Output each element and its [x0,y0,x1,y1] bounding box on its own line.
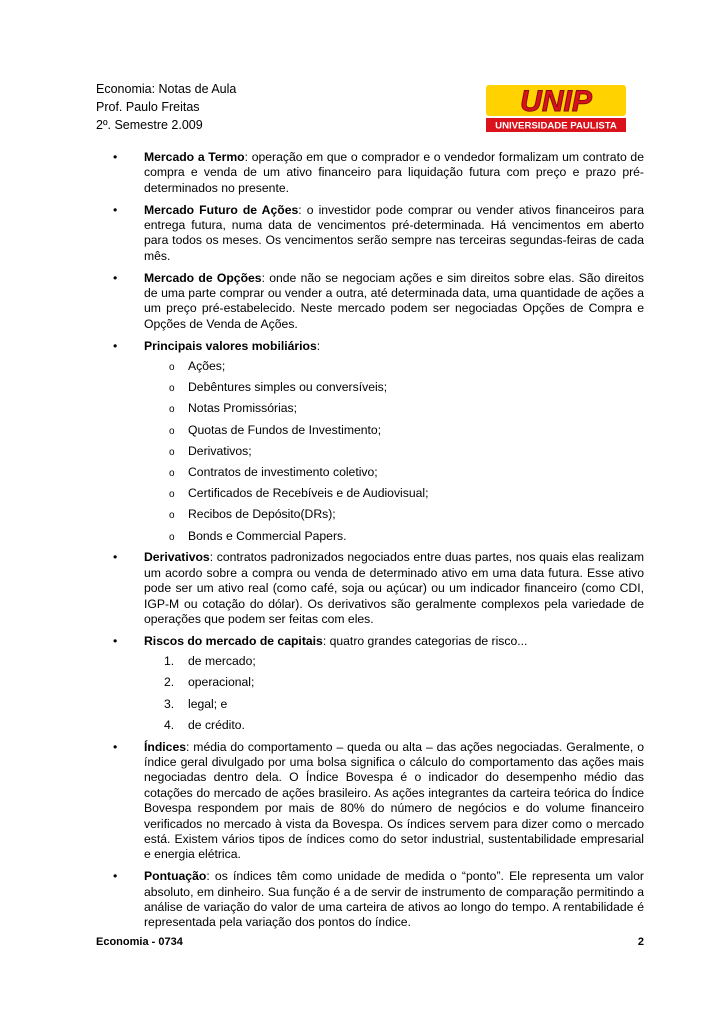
list-item: o Derivativos; [169,443,252,458]
list-item: o Notas Promissórias; [169,401,298,416]
notes-body [113,150,644,937]
list-item: o Debêntures simples ou conversíveis; [169,380,388,395]
list-item: 4. de crédito. [164,717,245,732]
bullet-icon: • [113,150,118,164]
bullet-icon: • [113,739,118,754]
bullet-icon: • [113,869,118,884]
bullet-derivativos: • Derivativos: contratos padronizados negociados entre duas partes, nos quais elas realizam um acordo sobre a compra ou venda de determinado ativo em uma data futura. Esse ativo pode ser um ativo real (como café, soja ou açúcar) ou um indicador financeiro (como CDI, IGP-M ou cotação do dólar). Os derivativos são geralmente complexos pela variedade de operações que podem ser feitas com eles. [113,550,644,626]
list-item: 1. de mercado; [164,654,256,669]
footer-course-code: Economia - 0734 [96,936,183,948]
list-item: 2. operacional; [164,675,255,690]
header-course: Economia: Notas de Aula [96,82,237,96]
bullet-valores-mobiliarios: • Principais valores mobiliários: o Ações; o Debêntures simples ou conversíveis; o Notas Promissórias; o Quotas de Fundos de Investimento; o Derivativos; o Contratos de investimento coletivo; o Certificados de Recebíveis e de Audiovisual; o Recibos de Depósito(DRs); o Bonds e Commercial Papers. [113,339,644,544]
list-item: o Quotas de Fundos de Investimento; [169,422,382,437]
valores-list [144,359,644,544]
bullet-icon: • [113,270,118,285]
riscos-list [144,654,644,733]
bullet-icon: • [113,202,118,217]
bullet-riscos: • Riscos do mercado de capitais: quatro grandes categorias de risco... 1. de mercado; 2. operacional; 3. legal; e 4. de crédito. [113,634,644,733]
list-item: o Recibos de Depósito(DRs); [169,507,336,522]
page-header [96,80,236,134]
list-item: o Bonds e Commercial Papers. [169,528,347,543]
bullet-pontuacao: • Pontuação: os índices têm como unidade de medida o “ponto”. Ele representa um valor absoluto, em dinheiro. Sua função é a de servir de instrumento de comparação permitindo a análise de variação do valor de uma carteira de ativos ao longo do tempo. A rentabilidade é representada pela variação dos pontos do índice. [113,869,644,930]
svg-text:UNIP: UNIP [520,85,592,118]
header-semester: 2º. Semestre 2.009 [96,118,203,132]
bullet-mercado-termo: • Mercado a Termo: operação em que o comprador e o vendedor formalizam um contrato de compra e venda de um ativo financeiro para liquidação futura com preço e prazo pré-determinados no presente. [113,150,644,195]
unip-logo [484,82,628,134]
bullet-indices: • Índices: média do comportamento – queda ou alta – das ações negociadas. Geralmente, o índice geral divulgado por uma bolsa significa o cálculo do comportamento das ações mais negociadas dentro dela. O Índice Bovespa é o indicador do desempenho médio das cotações do mercado de ações brasileiro. As ações integrantes da carteira teórica do Índice Bovespa respondem por mais de 80% do número de negócios e do volume financeiro verificados no mercado à vista da Bovespa. Os índices servem para dizer como o mercado está. Existem vários tipos de índices como do setor industrial, sustentabilidade empresarial e energia elétrica. [113,739,644,862]
list-item: 3. legal; e [164,696,228,711]
bullet-icon: • [113,550,118,565]
bullet-icon: • [113,338,118,353]
list-item: o Certificados de Recebíveis e de Audiovisual; [169,486,429,501]
header-professor: Prof. Paulo Freitas [96,100,200,114]
bullet-mercado-futuro: • Mercado Futuro de Ações: o investidor pode comprar ou vender ativos financeiros para entrega futura, numa data de vencimentos pré-determinada. Há vencimentos em aberto para todos os meses. Os vencimentos serão sempre nas terceiras segundas-feiras de cada mês. [113,202,644,263]
bullet-mercado-opcoes: • Mercado de Opções: onde não se negociam ações e sim direitos sobre elas. São direitos de uma parte comprar ou vender a outra, até determinada data, uma quantidade de ações a um preço pré-estabelecido. Neste mercado podem ser negociadas Opções de Compra e Opções de Venda de Ações. [113,270,644,331]
bullet-icon: • [113,633,118,648]
list-item: o Contratos de investimento coletivo; [169,464,378,479]
svg-text:UNIVERSIDADE PAULISTA: UNIVERSIDADE PAULISTA [495,120,617,132]
list-item: o Ações; [169,359,226,374]
page-number: 2 [637,936,644,948]
